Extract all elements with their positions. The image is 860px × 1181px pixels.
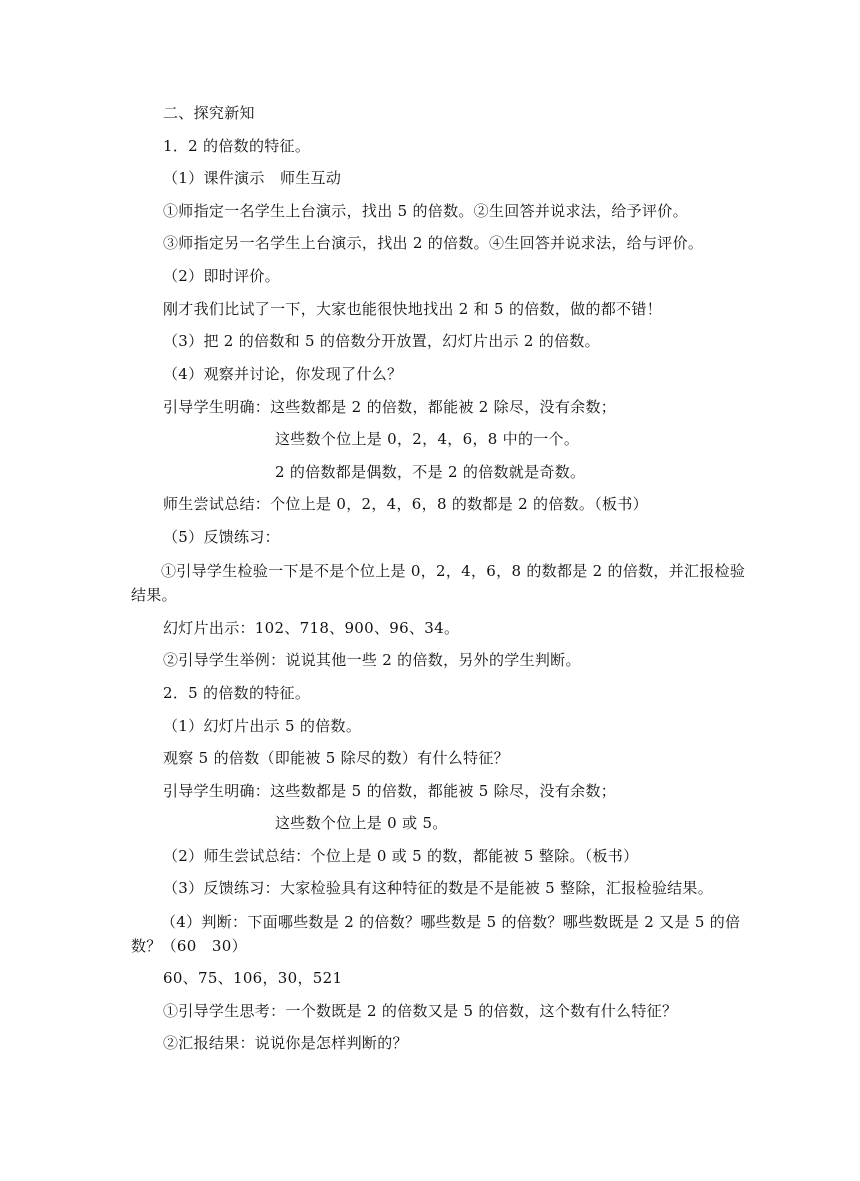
paragraph: ③师指定另一名学生上台演示，找出 2 的倍数。④生回答并说求法，给与评价。 [163,234,704,252]
paragraph: （3）把 2 的倍数和 5 的倍数分开放置，幻灯片出示 2 的倍数。 [163,332,600,350]
paragraph: （3）反馈练习：大家检验具有这种特征的数是不是能被 5 整除，汇报检验结果。 [163,879,714,897]
paragraph-wrapped: ①引导学生检验一下是不是个位上是 0，2，4，6，8 的数都是 2 的倍数，并汇报检验结果。 [131,562,746,604]
paragraph: 师生尝试总结：个位上是 0，2，4，6，8 的数都是 2 的倍数。（板书） [163,495,648,513]
paragraph: ②引导学生举例：说说其他一些 2 的倍数，另外的学生判断。 [163,651,581,669]
paragraph-indented: 这些数个位上是 0 或 5。 [275,814,448,832]
paragraph: 观察 5 的倍数（即能被 5 除尽的数）有什么特征？ [163,749,509,767]
section-heading: 二、探究新知 [163,104,255,122]
paragraph: 引导学生明确：这些数都是 5 的倍数，都能被 5 除尽，没有余数； [163,782,617,800]
paragraph: （2）师生尝试总结：个位上是 0 或 5 的数，都能被 5 整除。（板书） [163,847,639,865]
paragraph: （1）课件演示 师生互动 [163,169,342,187]
paragraph: （5）反馈练习： [163,528,280,546]
paragraph: 刚才我们比试了一下，大家也能很快地找出 2 和 5 的倍数，做的都不错！ [163,300,662,318]
paragraph: ①引导学生思考：一个数既是 2 的倍数又是 5 的倍数，这个数有什么特征？ [163,1002,678,1020]
paragraph-wrapped: （4）判断：下面哪些数是 2 的倍数？哪些数是 5 的倍数？哪些数既是 2 又是 5 的倍数？（60 30） [131,913,741,955]
paragraph: （1）幻灯片出示 5 的倍数。 [163,717,362,735]
subsection-heading-5-multiples: 2．5 的倍数的特征。 [163,684,311,702]
number-list: 60、75、106，30，521 [163,969,343,987]
paragraph: 幻灯片出示：102、718、900、96、34。 [163,619,460,637]
paragraph: 引导学生明确：这些数都是 2 的倍数，都能被 2 除尽，没有余数； [163,398,617,416]
paragraph: （4）观察并讨论，你发现了什么？ [163,365,403,383]
paragraph: ①师指定一名学生上台演示，找出 5 的倍数。②生回答并说求法，给予评价。 [163,202,688,220]
paragraph-indented: 2 的倍数都是偶数，不是 2 的倍数就是奇数。 [275,463,586,481]
paragraph: （2）即时评价。 [163,267,280,285]
subsection-heading-2-multiples: 1．2 的倍数的特征。 [163,137,311,155]
paragraph-indented: 这些数个位上是 0，2，4，6，8 中的一个。 [275,430,580,448]
paragraph: ②汇报结果：说说你是怎样判断的？ [163,1034,408,1052]
